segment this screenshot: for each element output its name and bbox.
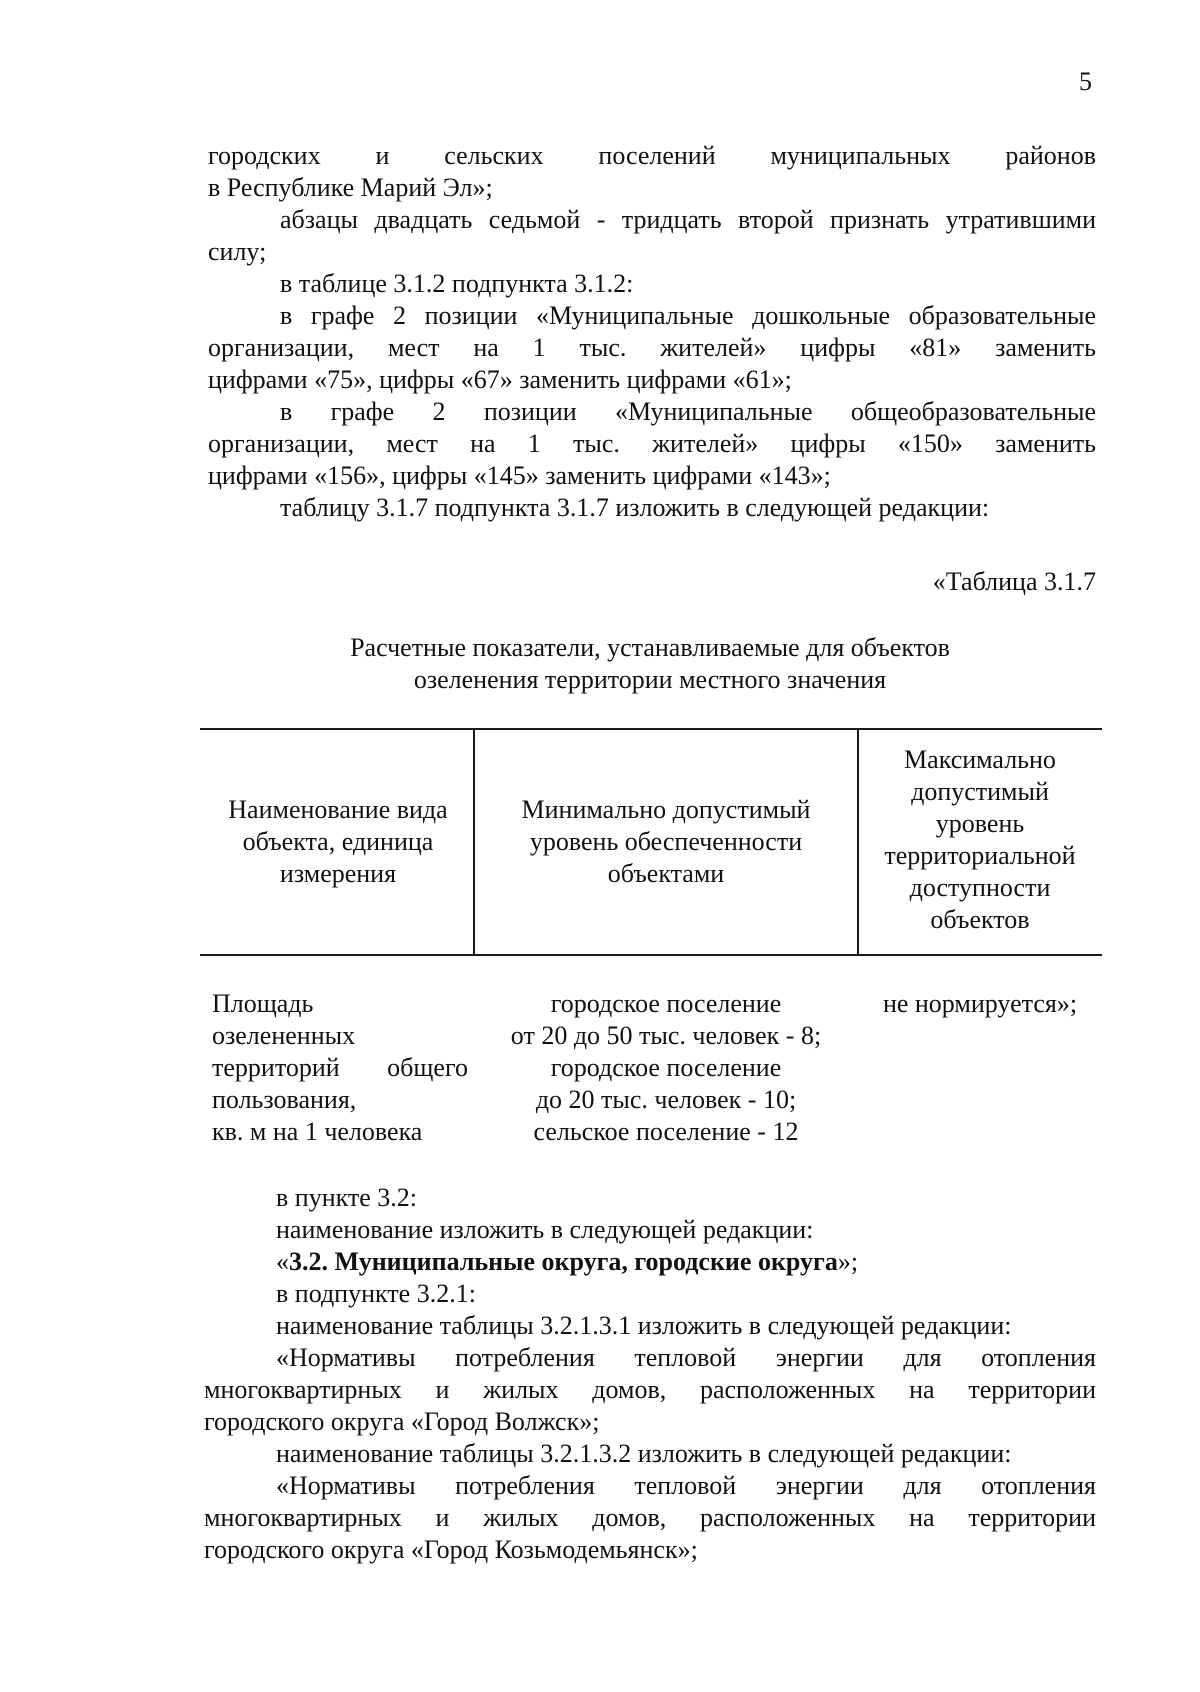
table-header-rule xyxy=(200,954,1102,956)
quote-open: « xyxy=(276,1247,289,1276)
paragraph-line: абзацы двадцать седьмой - тридцать второй признать утратившими xyxy=(280,205,1096,234)
table-cell-maximum: не нормируется»; xyxy=(882,989,1078,1018)
paragraph-line: цифрами «156», цифры «145» заменить цифрами «143»; xyxy=(208,461,831,490)
table-title-line: озеленения территории местного значения xyxy=(413,665,887,694)
header-line: объектами xyxy=(607,859,725,888)
table-cell-object xyxy=(212,988,468,1148)
table-header-name xyxy=(204,794,472,890)
paragraph-line: многоквартирных и жилых домов, расположенных на территории xyxy=(204,1503,1096,1532)
table-cell-minimum xyxy=(476,988,856,1148)
paragraph-line: в подпункте 3.2.1: xyxy=(276,1279,476,1308)
table-top-rule xyxy=(200,728,1102,730)
header-line: Минимально допустимый xyxy=(521,795,811,824)
cell-line: сельское поселение - 12 xyxy=(533,1117,799,1146)
table-column-divider xyxy=(857,729,859,955)
paragraph-line: в графе 2 позиции «Муниципальные дошкольные образовательные xyxy=(280,301,1096,330)
paragraph-line xyxy=(204,1246,1096,1278)
cell-line: до 20 тыс. человек - 10; xyxy=(535,1085,797,1114)
top-text xyxy=(208,140,1096,524)
header-line: уровень xyxy=(935,809,1025,838)
paragraph-line: силу; xyxy=(208,237,267,266)
paragraph-line: наименование таблицы 3.2.1.3.1 изложить в следующей редакции: xyxy=(276,1311,1012,1340)
paragraph-line: наименование таблицы 3.2.1.3.2 изложить в следующей редакции: xyxy=(276,1439,1012,1468)
header-line: Наименование вида xyxy=(228,795,448,824)
header-line: допустимый xyxy=(911,777,1049,806)
paragraph-line: организации, мест на 1 тыс. жителей» цифры «150» заменить xyxy=(208,429,1096,458)
header-line: объекта, единица xyxy=(242,827,434,856)
cell-line: территорий общего xyxy=(212,1053,468,1082)
table-header-minimum xyxy=(476,794,856,890)
bottom-text xyxy=(204,1182,1096,1566)
cell-line: городское поселение xyxy=(550,1053,782,1082)
table-caption: «Таблица 3.1.7 xyxy=(932,567,1096,596)
cell-line: кв. м на 1 человека xyxy=(212,1117,423,1146)
paragraph-line: цифрами «75», цифры «67» заменить цифрами «61»; xyxy=(208,365,792,394)
table-header-maximum xyxy=(860,744,1100,936)
paragraph-line: городского округа «Город Волжск»; xyxy=(204,1407,600,1436)
table-column-divider xyxy=(473,729,475,955)
cell-line: городское поселение xyxy=(550,989,782,1018)
paragraph-line: наименование изложить в следующей редакции: xyxy=(276,1215,814,1244)
cell-line: Площадь xyxy=(212,989,314,1018)
paragraph-line: организации, мест на 1 тыс. жителей» цифры «81» заменить xyxy=(208,333,1096,362)
paragraph-line: «Нормативы потребления тепловой энергии для отопления xyxy=(276,1471,1096,1500)
paragraph-line: таблицу 3.1.7 подпункта 3.1.7 изложить в следующей редакции: xyxy=(280,493,990,522)
header-line: измерения xyxy=(279,859,397,888)
header-line: доступности xyxy=(909,873,1051,902)
paragraph-line: «Нормативы потребления тепловой энергии для отопления xyxy=(276,1343,1096,1372)
header-line: объектов xyxy=(930,905,1030,934)
cell-line: от 20 до 50 тыс. человек - 8; xyxy=(510,1021,822,1050)
header-line: Максимально xyxy=(904,745,1056,774)
header-line: территориальной xyxy=(884,841,1076,870)
paragraph-line: городского округа «Город Козьмодемьянск»; xyxy=(204,1535,698,1564)
paragraph-line: городских и сельских поселений муниципальных районов xyxy=(208,141,1096,170)
table-title-line: Расчетные показатели, устанавливаемые для объектов xyxy=(350,633,950,662)
paragraph-line: в таблице 3.1.2 подпункта 3.1.2: xyxy=(280,269,634,298)
cell-line: пользования, xyxy=(212,1085,357,1114)
section-title-bold: 3.2. Муниципальные округа, городские округа xyxy=(289,1247,838,1276)
table-title xyxy=(200,632,1100,696)
header-line: уровень обеспеченности xyxy=(529,827,803,856)
paragraph-line: в Республике Марий Эл»; xyxy=(208,173,493,202)
quote-close: »; xyxy=(837,1247,859,1276)
cell-line: озелененных xyxy=(212,1021,356,1050)
paragraph-line: в графе 2 позиции «Муниципальные общеобразовательные xyxy=(280,397,1096,426)
paragraph-line: в пункте 3.2: xyxy=(276,1183,418,1212)
page-number: 5 xyxy=(1079,67,1092,96)
paragraph-line: многоквартирных и жилых домов, расположенных на территории xyxy=(204,1375,1096,1404)
